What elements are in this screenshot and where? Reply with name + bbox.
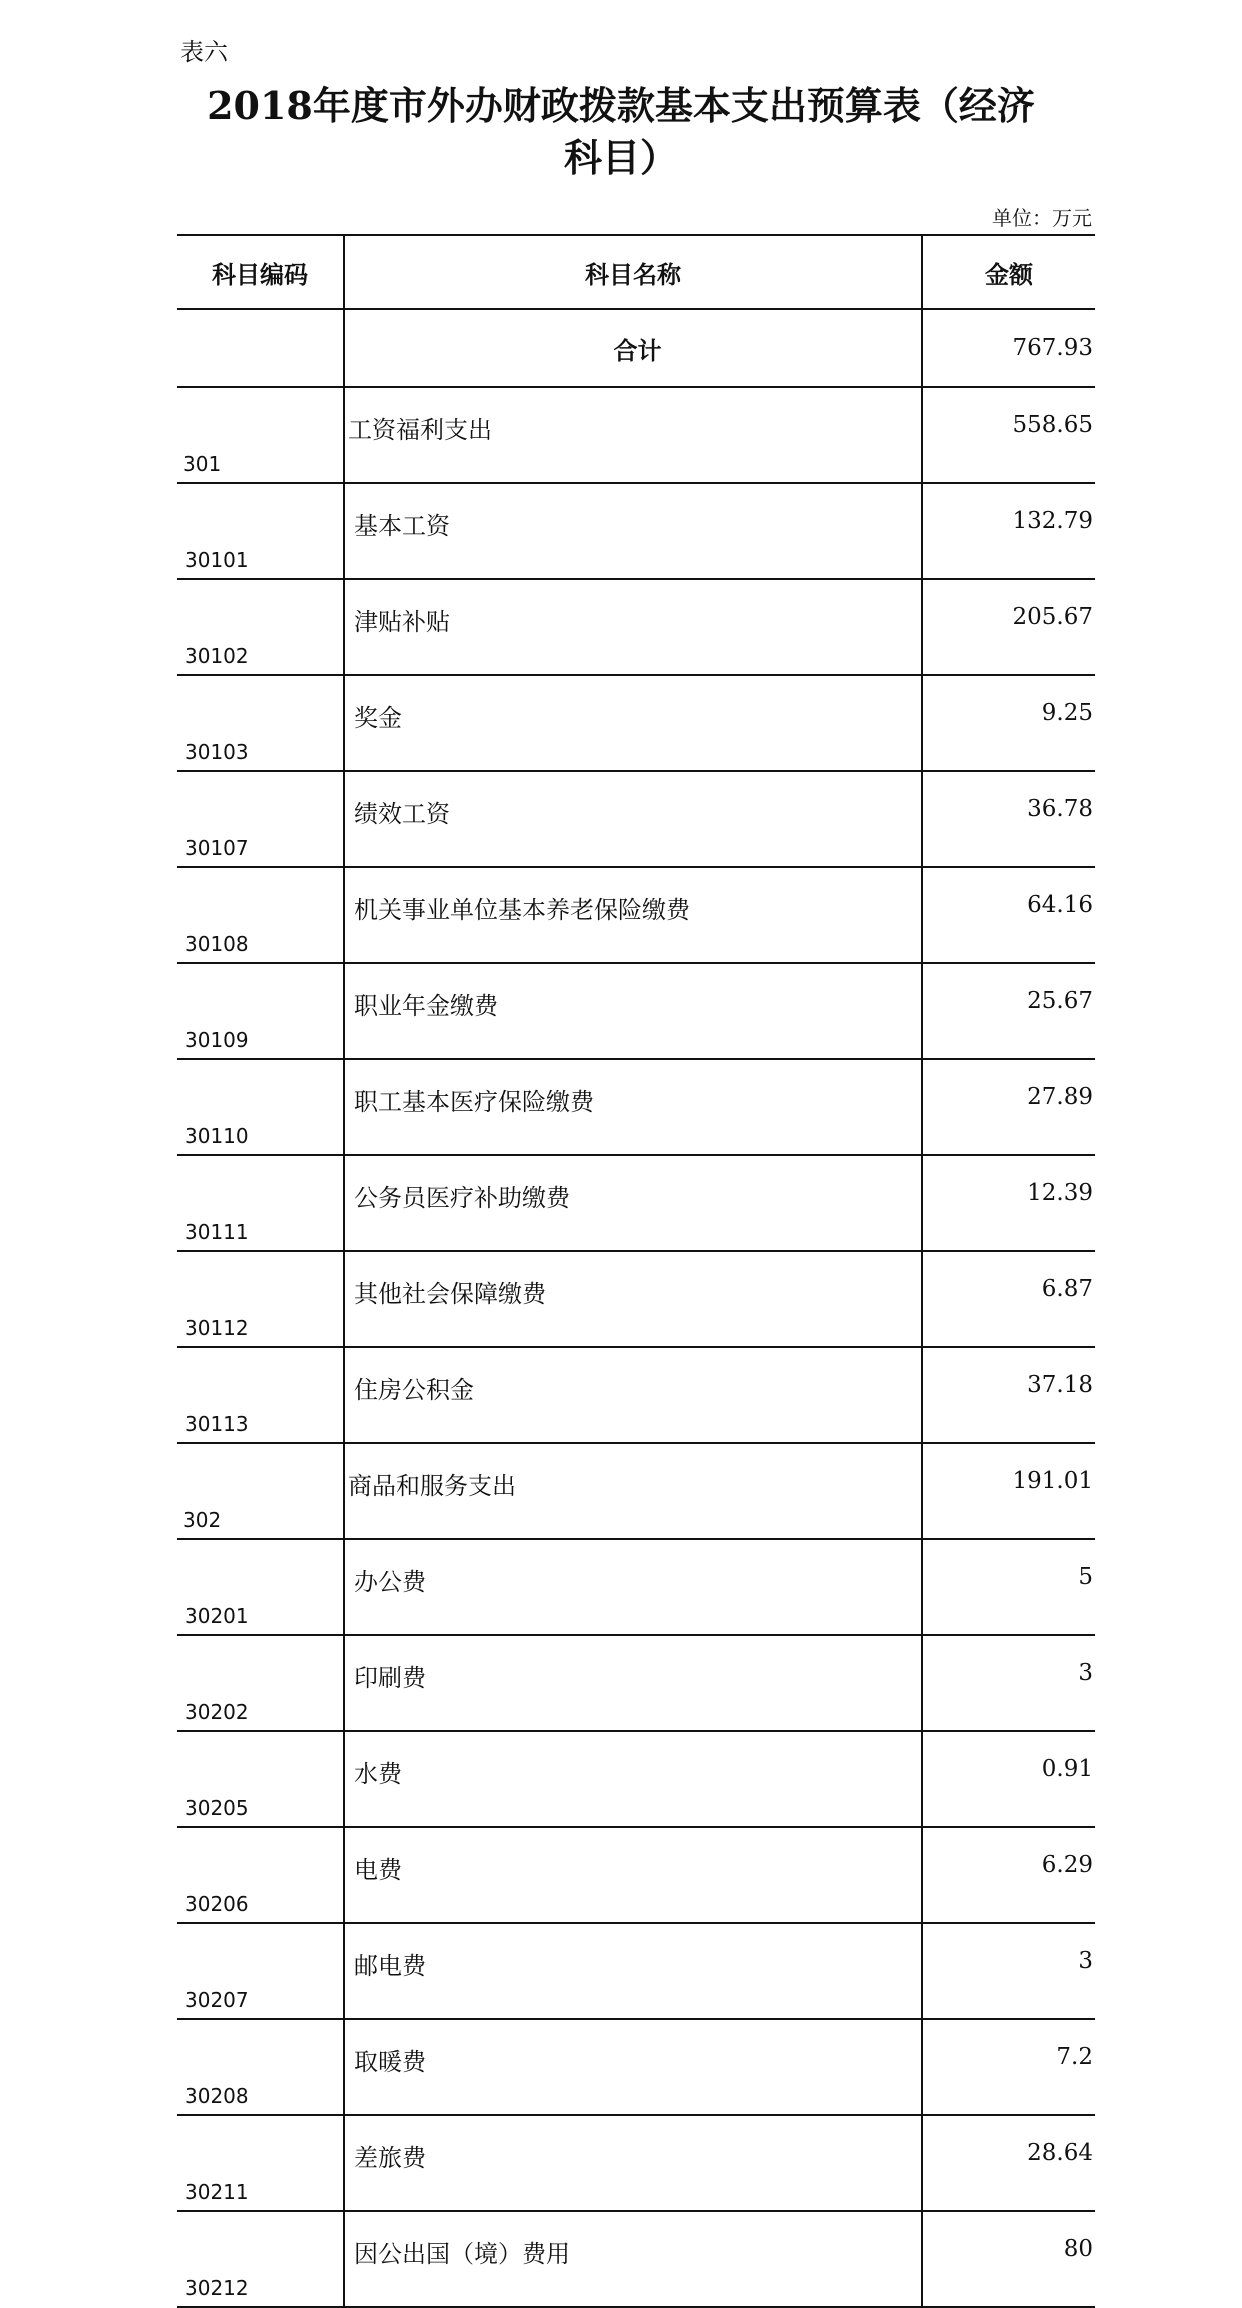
row-code: 30111: [177, 1155, 344, 1251]
row-code: 30212: [177, 2211, 344, 2307]
row-amount: 7.2: [922, 2019, 1095, 2115]
table-row: [177, 2019, 1095, 2115]
row-name: 职业年金缴费: [344, 963, 922, 1059]
row-code: 30109: [177, 963, 344, 1059]
row-code: 30103: [177, 675, 344, 771]
table-row: [177, 1923, 1095, 2019]
table-row: [177, 483, 1095, 579]
row-name: 公务员医疗补助缴费: [344, 1155, 922, 1251]
row-code: 30207: [177, 1923, 344, 2019]
row-amount: 25.67: [922, 963, 1095, 1059]
header-amount: 金额: [922, 235, 1095, 309]
table-row: [177, 1443, 1095, 1539]
header-name: 科目名称: [344, 235, 922, 309]
row-name: 绩效工资: [344, 771, 922, 867]
row-name: 印刷费: [344, 1635, 922, 1731]
row-code: 30206: [177, 1827, 344, 1923]
row-name: 津贴补贴: [344, 579, 922, 675]
table-row: [177, 579, 1095, 675]
table-row: [177, 1731, 1095, 1827]
row-amount: 80: [922, 2211, 1095, 2307]
table-row: [177, 1155, 1095, 1251]
row-amount: 37.18: [922, 1347, 1095, 1443]
row-code: 302: [177, 1443, 344, 1539]
row-name: 取暖费: [344, 2019, 922, 2115]
row-amount: 205.67: [922, 579, 1095, 675]
row-name: 电费: [344, 1827, 922, 1923]
row-amount: 12.39: [922, 1155, 1095, 1251]
row-amount: 5: [922, 1539, 1095, 1635]
row-name: 水费: [344, 1731, 922, 1827]
row-code: 30208: [177, 2019, 344, 2115]
row-name: 差旅费: [344, 2115, 922, 2211]
row-code: 30112: [177, 1251, 344, 1347]
row-name: 基本工资: [344, 483, 922, 579]
row-name: 邮电费: [344, 1923, 922, 2019]
row-amount: 27.89: [922, 1059, 1095, 1155]
row-amount: 191.01: [922, 1443, 1095, 1539]
table-row: [177, 1539, 1095, 1635]
table-row: [177, 771, 1095, 867]
row-code: 30110: [177, 1059, 344, 1155]
row-amount: 3: [922, 1635, 1095, 1731]
row-name: 其他社会保障缴费: [344, 1251, 922, 1347]
row-name: 办公费: [344, 1539, 922, 1635]
row-amount: 558.65: [922, 387, 1095, 483]
document-title: [150, 80, 1092, 184]
row-amount: 9.25: [922, 675, 1095, 771]
table-row: [177, 1251, 1095, 1347]
document-title-line-2: 科目）: [563, 135, 678, 180]
row-name: 住房公积金: [344, 1347, 922, 1443]
document-title-line-1: 2018年度市外办财政拨款基本支出预算表（经济: [207, 83, 1035, 128]
table-row: [177, 1827, 1095, 1923]
row-amount: 132.79: [922, 483, 1095, 579]
unit-label: 单位：万元: [992, 206, 1092, 230]
row-code: 30108: [177, 867, 344, 963]
row-name: 机关事业单位基本养老保险缴费: [344, 867, 922, 963]
row-code: 30202: [177, 1635, 344, 1731]
total-code-cell: [177, 309, 344, 387]
table-row: [177, 2211, 1095, 2307]
table-row: [177, 2115, 1095, 2211]
row-name: 奖金: [344, 675, 922, 771]
row-code: 30201: [177, 1539, 344, 1635]
row-name: 因公出国（境）费用: [344, 2211, 922, 2307]
row-amount: 6.29: [922, 1827, 1095, 1923]
table-row: [177, 1635, 1095, 1731]
table-row: [177, 963, 1095, 1059]
row-amount: 28.64: [922, 2115, 1095, 2211]
row-code: 301: [177, 387, 344, 483]
table-row: [177, 387, 1095, 483]
row-code: 30102: [177, 579, 344, 675]
table-row: [177, 1059, 1095, 1155]
row-name: 职工基本医疗保险缴费: [344, 1059, 922, 1155]
row-code: 30113: [177, 1347, 344, 1443]
row-code: 30101: [177, 483, 344, 579]
row-amount: 3: [922, 1923, 1095, 2019]
row-name: 工资福利支出: [344, 387, 922, 483]
total-row: [177, 309, 1095, 387]
budget-table: [177, 234, 1095, 2308]
table-row: [177, 867, 1095, 963]
row-amount: 6.87: [922, 1251, 1095, 1347]
header-code: 科目编码: [177, 235, 344, 309]
total-amount: 767.93: [922, 309, 1095, 387]
table-row: [177, 1347, 1095, 1443]
table-body: [177, 309, 1095, 2307]
row-amount: 0.91: [922, 1731, 1095, 1827]
row-code: 30205: [177, 1731, 344, 1827]
row-code: 30211: [177, 2115, 344, 2211]
row-amount: 64.16: [922, 867, 1095, 963]
table-label: 表六: [180, 38, 228, 66]
row-code: 30107: [177, 771, 344, 867]
table-header-row: [177, 235, 1095, 309]
table-row: [177, 675, 1095, 771]
total-label: 合计: [344, 309, 922, 387]
row-name: 商品和服务支出: [344, 1443, 922, 1539]
row-amount: 36.78: [922, 771, 1095, 867]
